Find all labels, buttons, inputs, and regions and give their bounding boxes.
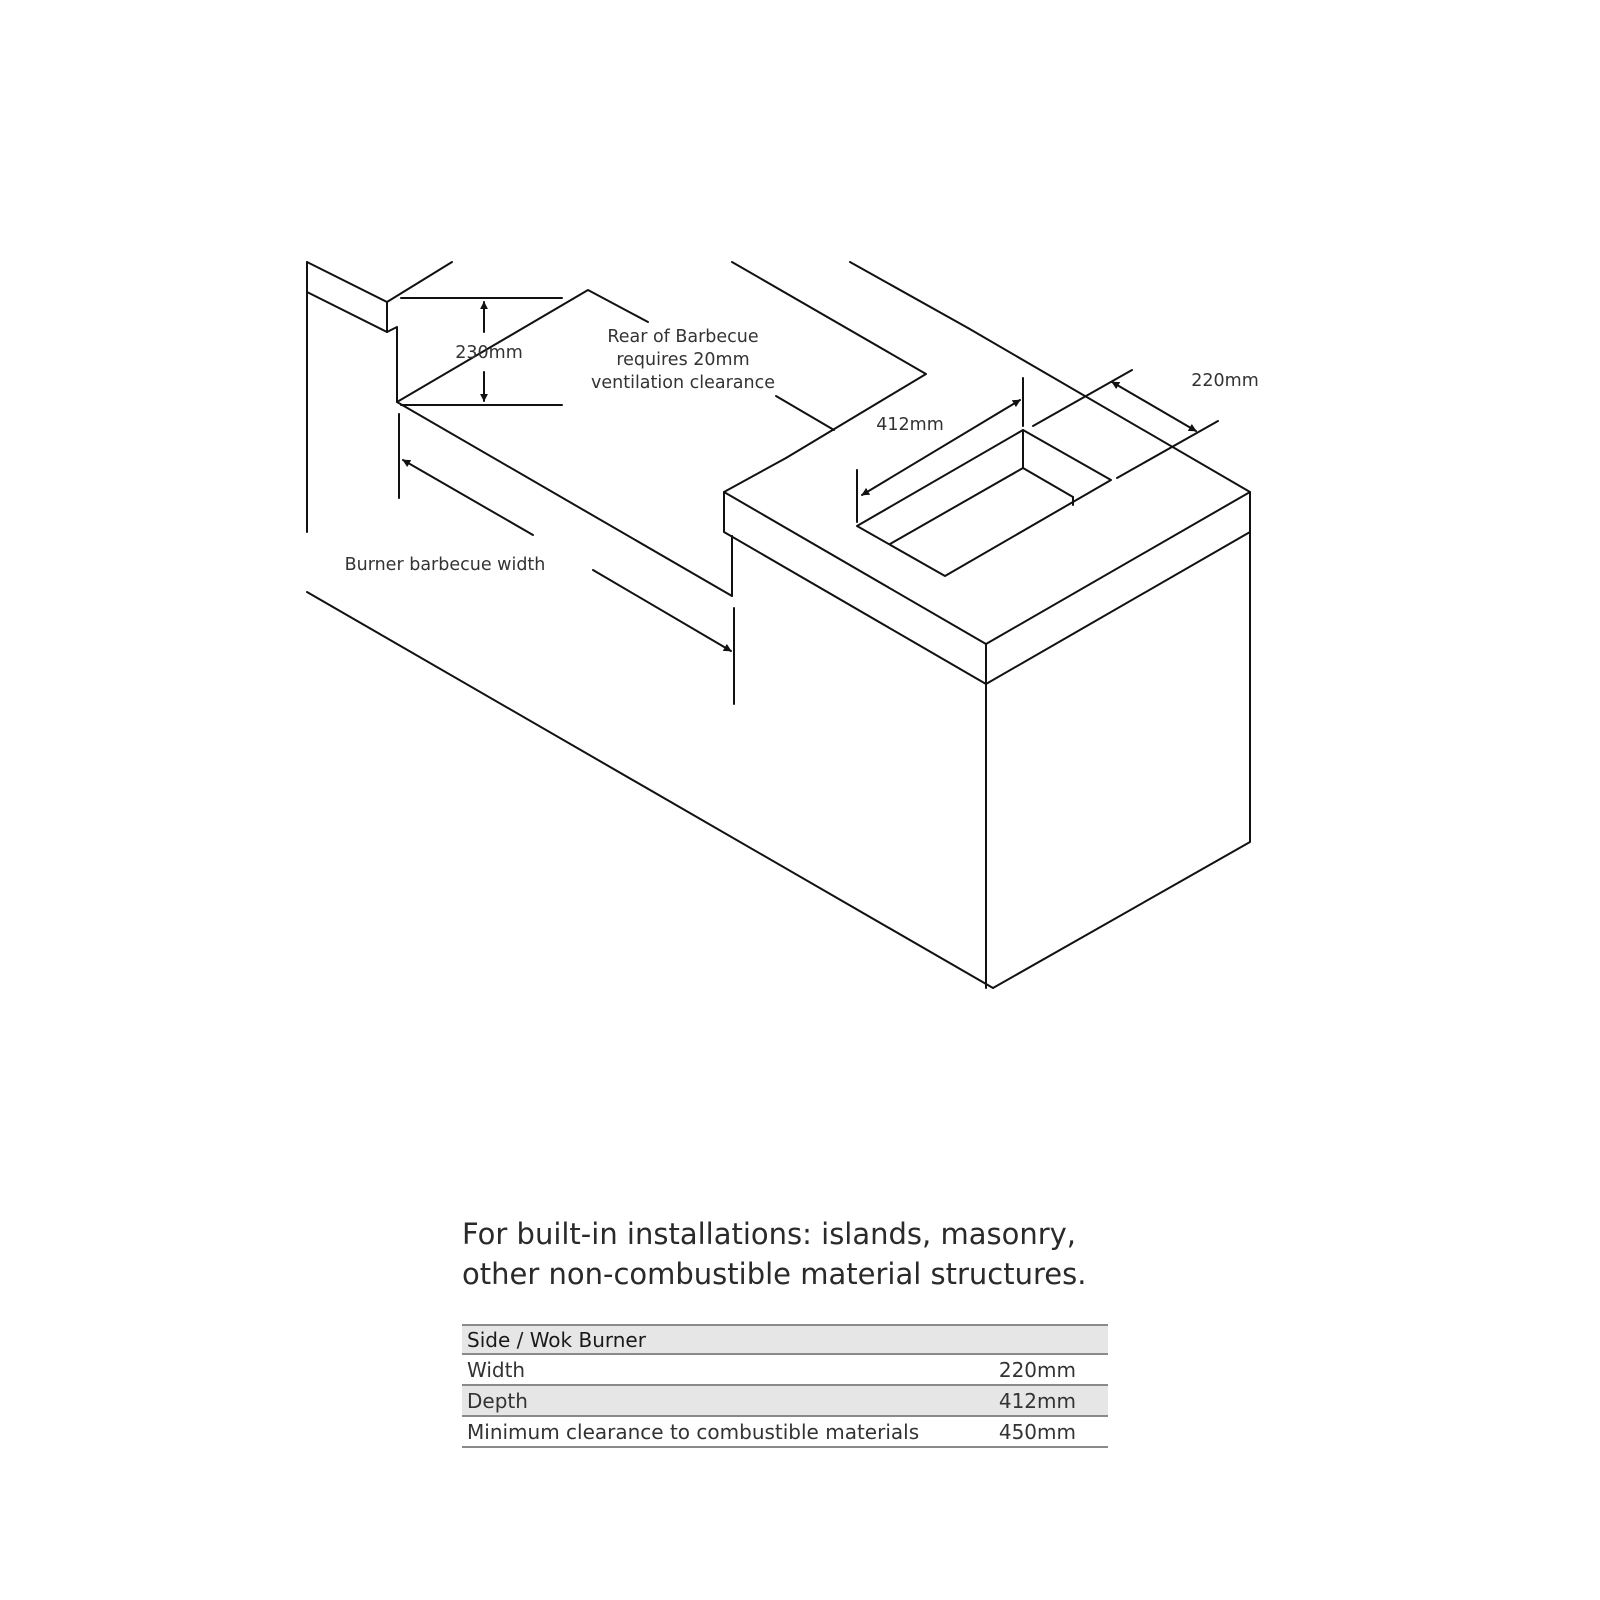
left-cabinet-outline <box>307 262 993 988</box>
burner-cutout <box>857 430 1111 576</box>
dimension-burner-width <box>345 414 734 704</box>
heading-line-1: For built-in installations: islands, masonry, <box>462 1217 1077 1251</box>
counter-top-edges <box>397 262 1250 596</box>
row-label: Minimum clearance to combustible materials <box>467 1419 920 1444</box>
row-value: 220mm <box>998 1357 1076 1382</box>
height-230-label: 230mm <box>455 343 523 363</box>
burner-width-label: Burner barbecue width <box>344 555 546 575</box>
table-title: Side / Wok Burner <box>467 1327 646 1352</box>
rear-clearance-line1: Rear of Barbecue <box>607 327 759 347</box>
table-header-row <box>462 1324 1108 1355</box>
row-label: Depth <box>467 1388 528 1413</box>
side-burner-box <box>724 458 1250 988</box>
rear-clearance-line3: ventilation clearance <box>591 373 775 393</box>
width-220-label: 220mm <box>1191 371 1259 391</box>
installation-heading <box>462 1214 1162 1294</box>
row-value: 450mm <box>998 1419 1076 1444</box>
row-label: Width <box>467 1357 526 1382</box>
rear-clearance-line2: requires 20mm <box>616 350 750 370</box>
rear-clearance-annotation <box>591 327 834 430</box>
row-value: 412mm <box>998 1388 1076 1413</box>
dimension-230mm <box>401 298 562 405</box>
depth-412-label: 412mm <box>876 415 944 435</box>
spec-table <box>462 1324 1108 1448</box>
heading-line-2: other non-combustible material structures. <box>462 1257 1087 1291</box>
table-row <box>462 1386 1108 1417</box>
table-row <box>462 1417 1108 1448</box>
table-row <box>462 1355 1108 1386</box>
